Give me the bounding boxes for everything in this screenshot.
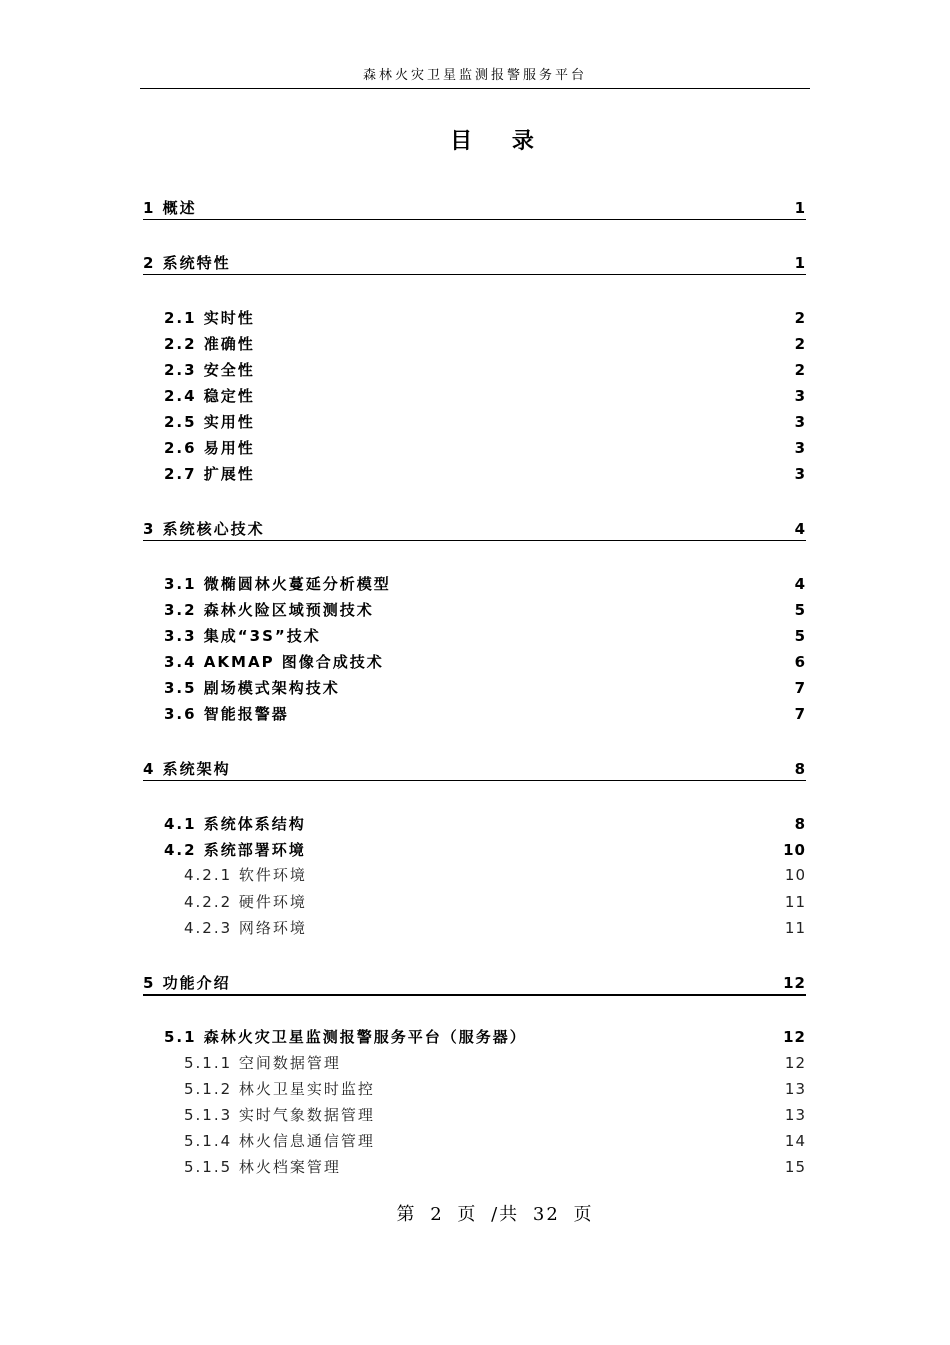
toc-entry-text: 5.1.2 林火卫星实时监控	[184, 1080, 375, 1098]
toc-entry-4-2-1[interactable]	[184, 864, 806, 886]
toc-entry-page: 1	[794, 254, 806, 272]
toc-entry-5-1-4[interactable]	[184, 1130, 806, 1152]
toc-entry-page: 12	[784, 1054, 806, 1072]
toc-entry-text: 3 系统核心技术	[143, 520, 265, 538]
toc-entry-page: 4	[794, 520, 806, 538]
toc-entry-page: 14	[784, 1132, 806, 1150]
toc-entry-text: 4.2 系统部署环境	[164, 841, 306, 859]
toc-entry-text: 5.1.1 空间数据管理	[184, 1054, 341, 1072]
toc-entry-text: 2.7 扩展性	[164, 465, 255, 483]
toc-entry-page: 3	[794, 413, 806, 431]
toc-entry-text: 5.1.4 林火信息通信管理	[184, 1132, 375, 1150]
toc-entry-3-4[interactable]	[164, 651, 806, 673]
toc-entry-text: 3.6 智能报警器	[164, 705, 289, 723]
toc-entry-page: 12	[783, 1028, 806, 1046]
toc-entry-3-2[interactable]	[164, 599, 806, 621]
toc-entry-page: 11	[784, 893, 806, 911]
toc-entry-3-1[interactable]	[164, 573, 806, 595]
toc-entry-4-1[interactable]	[164, 813, 806, 835]
toc-entry-4-2-3[interactable]	[184, 917, 806, 939]
toc-entry-text: 3.2 森林火险区域预测技术	[164, 601, 374, 619]
toc-entry-text: 3.5 剧场模式架构技术	[164, 679, 340, 697]
toc-entry-text: 4.2.2 硬件环境	[184, 893, 307, 911]
toc-entry-3-5[interactable]	[164, 677, 806, 699]
toc-entry-text: 2.5 实用性	[164, 413, 255, 431]
toc-entry-5-1-3[interactable]	[184, 1104, 806, 1126]
toc-entry-page: 3	[794, 387, 806, 405]
toc-entry-1[interactable]	[143, 197, 806, 220]
toc-entry-text: 4.2.1 软件环境	[184, 866, 307, 884]
toc-entry-page: 7	[794, 705, 806, 723]
toc-entry-page: 13	[784, 1106, 806, 1124]
toc-entry-page: 3	[794, 439, 806, 457]
page-footer: 第 2 页 /共 32 页	[396, 1204, 594, 1225]
toc-entry-text: 4.1 系统体系结构	[164, 815, 306, 833]
toc-entry-4-2[interactable]	[164, 839, 806, 861]
toc-entry-5-1-1[interactable]	[184, 1052, 806, 1074]
toc-entry-3[interactable]	[143, 518, 806, 541]
toc-entry-text: 5.1 森林火灾卫星监测报警服务平台（服务器）	[164, 1028, 527, 1046]
toc-entry-text: 3.1 微椭圆林火蔓延分析模型	[164, 575, 391, 593]
toc-title: 目 录	[450, 129, 550, 154]
toc-entry-2-4[interactable]	[164, 385, 806, 407]
toc-entry-page: 10	[784, 866, 806, 884]
toc-entry-page: 6	[794, 653, 806, 671]
toc-entry-5[interactable]	[143, 972, 806, 996]
toc-entry-4-2-2[interactable]	[184, 891, 806, 913]
toc-entry-page: 15	[784, 1158, 806, 1176]
toc-entry-5-1-5[interactable]	[184, 1156, 806, 1178]
toc-entry-2-1[interactable]	[164, 307, 806, 329]
toc-entry-text: 2.4 稳定性	[164, 387, 255, 405]
toc-entry-page: 1	[794, 199, 806, 217]
toc-entry-text: 4.2.3 网络环境	[184, 919, 307, 937]
toc-entry-text: 2.6 易用性	[164, 439, 255, 457]
toc-entry-page: 2	[794, 335, 806, 353]
toc-entry-text: 2 系统特性	[143, 254, 231, 272]
toc-entry-text: 4 系统架构	[143, 760, 231, 778]
toc-entry-4[interactable]	[143, 758, 806, 781]
toc-entry-text: 5.1.5 林火档案管理	[184, 1158, 341, 1176]
toc-entry-page: 7	[794, 679, 806, 697]
toc-entry-page: 5	[794, 627, 806, 645]
toc-entry-page: 13	[784, 1080, 806, 1098]
toc-entry-5-1[interactable]	[164, 1026, 806, 1048]
toc-entry-2[interactable]	[143, 252, 806, 275]
toc-entry-page: 2	[794, 361, 806, 379]
toc-entry-3-3[interactable]	[164, 625, 806, 647]
toc-entry-page: 3	[794, 465, 806, 483]
toc-entry-text: 2.3 安全性	[164, 361, 255, 379]
toc-entry-2-2[interactable]	[164, 333, 806, 355]
toc-entry-text: 1 概述	[143, 199, 197, 217]
toc-entry-2-5[interactable]	[164, 411, 806, 433]
toc-entry-page: 12	[783, 974, 806, 992]
page-header: 森林火灾卫星监测报警服务平台	[140, 66, 810, 89]
toc-entry-page: 11	[784, 919, 806, 937]
toc-entry-page: 5	[794, 601, 806, 619]
toc-entry-3-6[interactable]	[164, 703, 806, 725]
toc-entry-page: 8	[794, 760, 806, 778]
toc-entry-text: 2.2 准确性	[164, 335, 255, 353]
toc-entry-2-7[interactable]	[164, 463, 806, 485]
toc-entry-2-6[interactable]	[164, 437, 806, 459]
toc-entry-text: 3.3 集成“3S”技术	[164, 627, 321, 645]
toc-entry-page: 8	[794, 815, 806, 833]
toc-entry-page: 10	[783, 841, 806, 859]
toc-entry-5-1-2[interactable]	[184, 1078, 806, 1100]
toc-entry-text: 2.1 实时性	[164, 309, 255, 327]
toc-entry-2-3[interactable]	[164, 359, 806, 381]
toc-entry-text: 5 功能介绍	[143, 974, 231, 992]
toc-entry-text: 5.1.3 实时气象数据管理	[184, 1106, 375, 1124]
toc-entry-page: 2	[794, 309, 806, 327]
toc-entry-text: 3.4 AKMAP 图像合成技术	[164, 653, 384, 671]
toc-entry-page: 4	[794, 575, 806, 593]
